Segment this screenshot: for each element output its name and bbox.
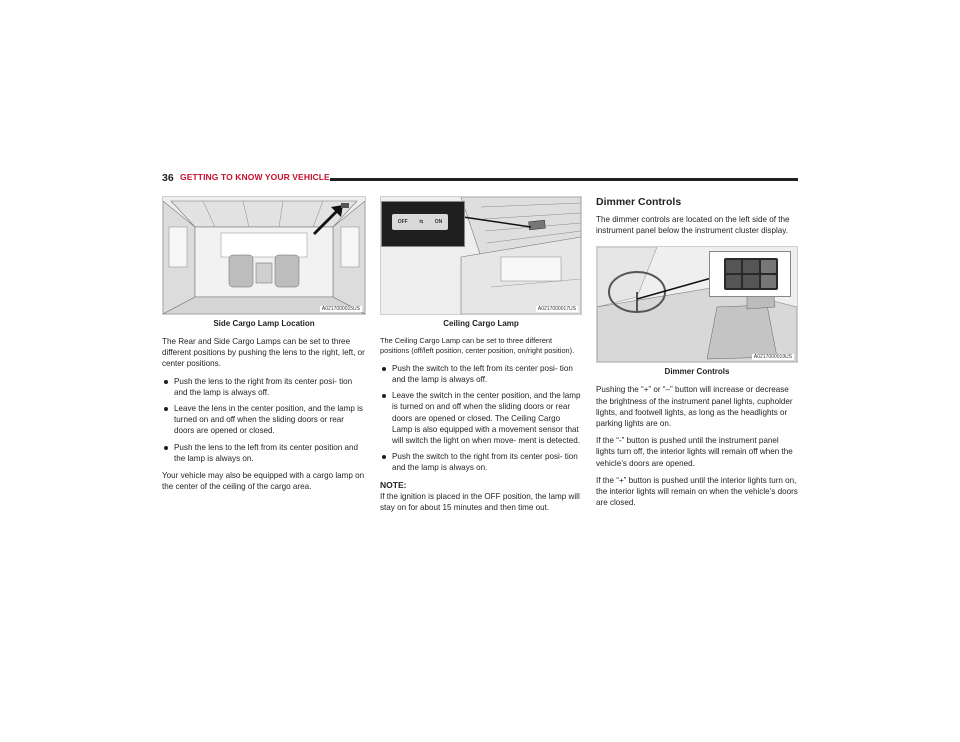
button-cluster bbox=[724, 258, 778, 290]
note-title: NOTE: bbox=[380, 479, 407, 490]
figure-caption: Ceiling Cargo Lamp bbox=[443, 319, 519, 328]
column-dimmer-controls bbox=[596, 196, 798, 514]
intro-paragraph: The dimmer controls are located on the left side of the instrument panel below the instrument cluster display. bbox=[596, 215, 790, 236]
switch-on-label: ON bbox=[434, 219, 443, 225]
list-item: Push the switch to the right from its center posi- tion and the lamp is always on. bbox=[380, 451, 582, 473]
closing-paragraph: Your vehicle may also be equipped with a cargo lamp on the center of the ceiling of the cargo area. bbox=[162, 471, 365, 492]
figure-code: A0217000019US bbox=[753, 354, 792, 361]
intro-paragraph: The Ceiling Cargo Lamp can be set to three different positions (off/left position, center position, on/right position). bbox=[380, 336, 575, 356]
switch-inset bbox=[381, 201, 465, 247]
switch-plate bbox=[392, 214, 448, 230]
door-icon: ⇆ bbox=[419, 219, 424, 225]
body-paragraph: If the “+” button is pushed until the interior lights turn on, the interior lights will remain on when the vehicle’s doors are closed. bbox=[596, 475, 798, 508]
bullet-list bbox=[380, 363, 582, 474]
header-rule bbox=[330, 178, 798, 181]
list-item: Push the lens to the right from its center posi- tion and the lamp is always off. bbox=[162, 376, 366, 398]
page-number: 36 bbox=[162, 172, 174, 184]
body-paragraph: If the “-” button is pushed until the instrument panel lights turn off, the interior lights will remain off when the vehicle’s doors are opened. bbox=[596, 436, 793, 468]
figure-code: A0217000015US bbox=[321, 306, 360, 312]
column-side-cargo-lamp bbox=[162, 196, 366, 498]
figure-code: A0217000017US bbox=[537, 306, 576, 312]
list-item: Leave the lens in the center position, and the lamp is turned on and off when the sliding doors or rear doors are opened or closed. bbox=[162, 403, 366, 437]
side-cargo-lamp-figure bbox=[162, 196, 366, 315]
dimmer-button-icon bbox=[726, 275, 741, 288]
page-header bbox=[162, 172, 798, 188]
dimmer-button-icon bbox=[761, 260, 776, 273]
switch-off-label: OFF bbox=[397, 219, 408, 225]
dimmer-button-icon bbox=[761, 275, 776, 288]
intro-paragraph: The Rear and Side Cargo Lamps can be set to three different positions by pushing the lens to the right, left, or center positions. bbox=[162, 337, 365, 369]
dimmer-controls-figure bbox=[596, 246, 798, 363]
cargo-interior-illustration bbox=[163, 197, 365, 314]
dimmer-inset bbox=[709, 251, 791, 297]
figure-caption: Side Cargo Lamp Location bbox=[213, 319, 315, 328]
note-text: If the ignition is placed in the OFF position, the lamp will stay on for about 15 minutes and then time out. bbox=[380, 491, 580, 512]
bullet-list bbox=[162, 376, 366, 464]
list-item: Push the lens to the left from its center position and the lamp is always on. bbox=[162, 442, 366, 464]
dimmer-button-icon bbox=[743, 260, 758, 273]
list-item: Leave the switch in the center position, and the lamp is turned on and off when the sliding doors or rear doors are opened or closed. The Ceiling Cargo Lamp is also equipped with a movement sensor that will switch the light on when move- ment is detected. bbox=[380, 390, 582, 446]
section-heading: Dimmer Controls bbox=[596, 196, 682, 208]
figure-caption: Dimmer Controls bbox=[664, 367, 730, 377]
list-item: Push the switch to the left from its center posi- tion and the lamp is always off. bbox=[380, 363, 582, 385]
ceiling-cargo-lamp-figure bbox=[380, 196, 582, 315]
dimmer-button-icon bbox=[743, 275, 758, 288]
section-title: GETTING TO KNOW YOUR VEHICLE bbox=[180, 172, 330, 182]
dimmer-button-icon bbox=[726, 260, 741, 273]
column-ceiling-cargo-lamp bbox=[380, 196, 582, 519]
body-paragraph: Pushing the “+” or “–” button will increase or decrease the brightness of the instrument panel lights, cupholder lights, and footwell lights, as long as the headlights or parking lights are on. bbox=[596, 385, 793, 429]
